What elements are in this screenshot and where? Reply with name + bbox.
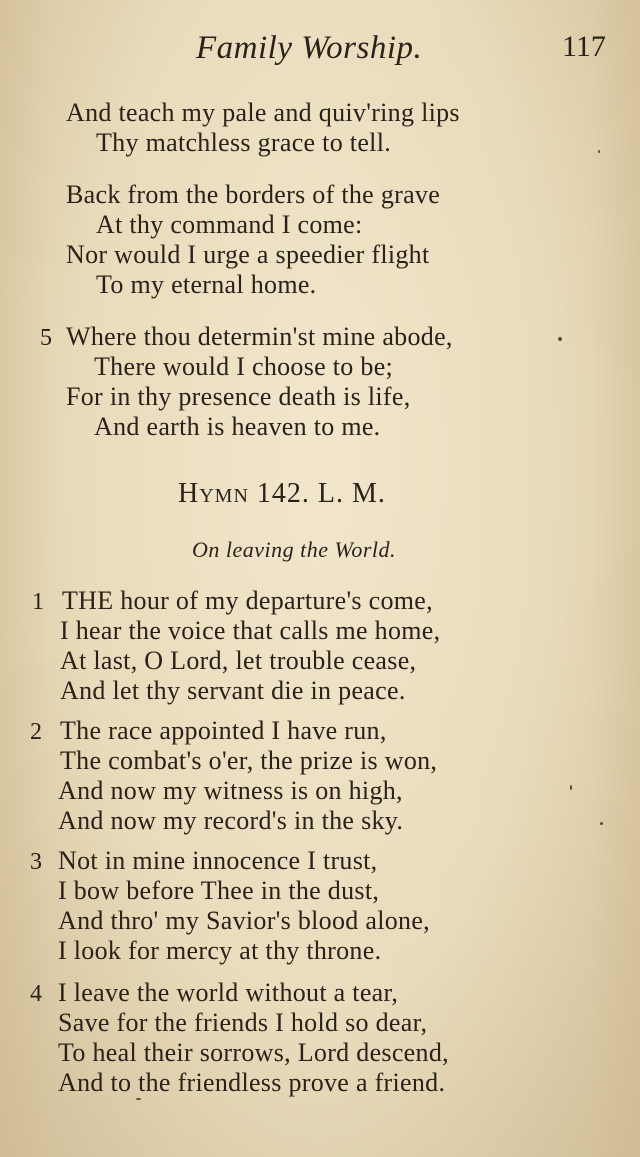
poem-line: The race appointed I have run,	[60, 716, 387, 745]
paper-speck	[558, 337, 562, 341]
poem-line: I hear the voice that calls me home,	[60, 616, 441, 645]
poem-line: To my eternal home.	[96, 270, 317, 299]
poem-line: THE hour of my departure's come,	[62, 586, 433, 615]
poem-line: Not in mine innocence I trust,	[58, 846, 378, 875]
poem-line: I leave the world without a tear,	[58, 978, 399, 1007]
poem-line: At last, O Lord, let trouble cease,	[60, 646, 417, 675]
poem-line: Back from the borders of the grave	[66, 180, 441, 209]
poem-line: And teach my pale and quiv'ring lips	[66, 98, 460, 127]
poem-line: And let thy servant die in peace.	[60, 676, 406, 705]
poem-line: I bow before Thee in the dust,	[58, 876, 380, 905]
poem-line: And now my record's in the sky.	[58, 806, 404, 835]
hymn-heading-word: Hymn	[178, 478, 249, 509]
poem-line: Thy matchless grace to tell.	[96, 128, 392, 157]
paper-speck	[600, 822, 603, 825]
poem-line: To heal their sorrows, Lord descend,	[58, 1038, 449, 1067]
poem-line: I look for mercy at thy throne.	[58, 936, 382, 965]
page-number: 117	[562, 30, 606, 63]
verse-number: 3	[30, 849, 42, 875]
running-title: Family Worship.	[196, 30, 423, 66]
hymn-heading	[178, 478, 386, 510]
verse-number: 2	[30, 719, 42, 745]
paper-speck	[136, 1098, 141, 1100]
poem-line: For in thy presence death is life,	[66, 382, 411, 411]
poem-line: The combat's o'er, the prize is won,	[60, 746, 438, 775]
poem-line: And earth is heaven to me.	[94, 412, 381, 441]
poem-line: Nor would I urge a speedier flight	[66, 240, 430, 269]
poem-line: There would I choose to be;	[94, 352, 394, 381]
poem-line: And now my witness is on high,	[58, 776, 403, 805]
verse-number: 1	[32, 589, 44, 615]
paper-speck	[570, 785, 572, 790]
verse-number: 5	[40, 325, 52, 351]
poem-line: And thro' my Savior's blood alone,	[58, 906, 430, 935]
verse-number: 4	[30, 981, 42, 1007]
poem-line: At thy command I come:	[96, 210, 363, 239]
hymn-subtitle: On leaving the World.	[192, 537, 396, 562]
hymn-heading-number: 142. L. M.	[256, 478, 386, 509]
poem-line: And to the friendless prove a friend.	[58, 1068, 446, 1097]
paper-speck	[598, 150, 600, 153]
poem-line: Where thou determin'st mine abode,	[66, 322, 453, 351]
poem-line: Save for the friends I hold so dear,	[58, 1008, 428, 1037]
